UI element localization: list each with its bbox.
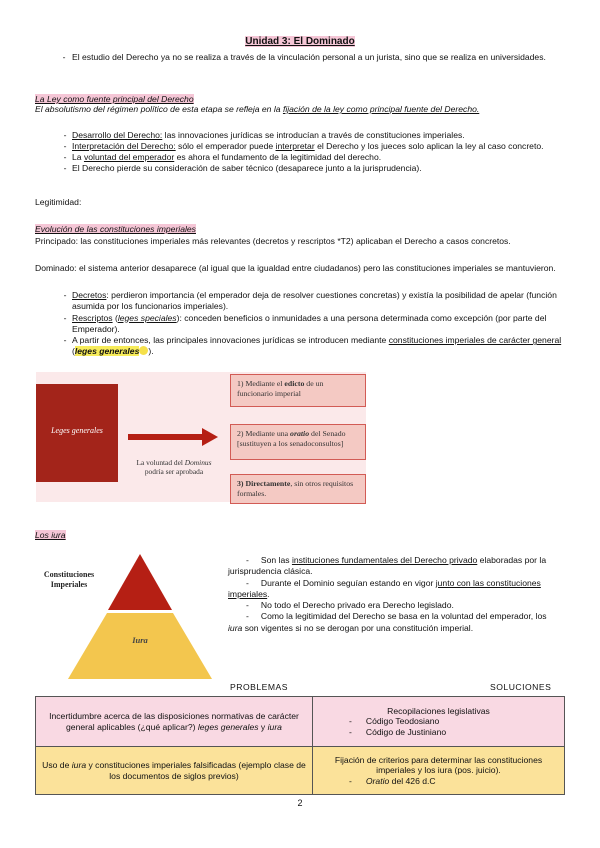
item-text: del 426 d.C	[389, 775, 436, 786]
item-text: : perdieron importancia (el emperador deja de resolver cuestiones concretas) y existía la posibilidad de apelar (función asumida por los funcionarios imperiales).	[72, 290, 557, 312]
title-text: Unidad 3: El Dominado	[245, 36, 355, 47]
cell-italic: iura	[267, 721, 282, 732]
item-term-2: interpretar	[275, 141, 315, 151]
cell-title: Fijación de criterios para determinar las constituciones imperiales y los iura (pos. juicio).	[334, 754, 543, 776]
bullet: -	[349, 726, 352, 737]
bullet: -	[63, 290, 67, 300]
list-item	[62, 335, 562, 358]
list-item	[228, 611, 558, 634]
caption-part-2: podría ser aprobada	[144, 467, 204, 476]
cell-italic: iura	[71, 760, 87, 770]
bullet: -	[63, 312, 67, 323]
page-number: 2	[297, 798, 303, 808]
item-text: A partir de entonces, las principales innovaciones jurídicas se introducen mediante	[72, 335, 389, 346]
lead-underlined: fijación de la ley como principal fuente del Derecho.	[282, 104, 480, 114]
bullet: -	[246, 555, 249, 565]
opt-text: 1) Mediante el	[237, 379, 285, 388]
section1-lead	[35, 104, 555, 115]
leges-generales-label: Leges generales	[51, 426, 103, 435]
item-text: Código de Justiniano	[365, 726, 447, 737]
opt-text: del Senado [sustituyen a los senadoconsultos]	[237, 429, 346, 448]
legitimidad-label: Legitimidad:	[35, 197, 82, 207]
bullet: -	[62, 52, 66, 62]
caption-dominus: Dominus	[184, 458, 212, 467]
caption-part: La voluntad del	[136, 458, 185, 467]
opt-bold-italic: oratio	[290, 429, 310, 438]
item-text: Código Teodosiano	[365, 716, 440, 727]
problems-header: PROBLEMAS	[230, 682, 288, 692]
intro-item	[62, 52, 562, 63]
section2-p2: Dominado: el sistema anterior desaparece (al igual que la igualdad entre ciudadanos) pero las constituciones imperiales se mantuvieron.	[35, 263, 556, 273]
list-item	[349, 727, 558, 738]
list-item	[62, 163, 562, 174]
bullet: -	[246, 600, 249, 611]
item-term: junto con las constituciones imperiales	[228, 577, 541, 599]
item-iura: iura	[228, 622, 243, 633]
table-row	[36, 747, 565, 795]
leges-generales-highlight: leges generales	[74, 346, 140, 357]
bullet: -	[63, 163, 67, 173]
list-item	[349, 716, 558, 727]
paren: (	[112, 312, 118, 323]
section3-list	[228, 555, 558, 634]
bullet: -	[246, 611, 249, 622]
item-pre: La	[72, 152, 84, 162]
paren: )	[176, 312, 180, 323]
pyramid-top-label: Constituciones Imperiales	[43, 570, 95, 589]
section3-heading-text: Los iura	[35, 530, 66, 540]
section2-list	[62, 290, 562, 358]
section1-heading-text: La Ley como fuente principal del Derecho	[35, 94, 194, 104]
item-text: No todo el Derecho privado era Derecho legislado.	[260, 600, 454, 611]
option-2-box	[230, 424, 366, 460]
list-item	[228, 600, 558, 611]
cell-list	[319, 716, 558, 737]
item-text: elaboradas por la jurisprudencia clásica.	[228, 555, 547, 577]
item-text: las innovaciones jurídicas se introducían a través de constituciones imperiales.	[162, 130, 465, 140]
item-term-italic: leges speciales	[117, 312, 177, 323]
opt-text: 2) Mediante una	[237, 429, 291, 438]
item-text: .	[267, 588, 270, 599]
item-term: instituciones fundamentales del Derecho privado	[291, 555, 478, 565]
table-row	[36, 697, 565, 747]
cell-title: Recopilaciones legislativas	[387, 705, 490, 716]
item-text: Durante el Dominio seguían estando en vigor	[260, 577, 436, 588]
solution-cell	[313, 697, 565, 747]
opt-bold: edicto	[284, 379, 305, 388]
cell-text: Uso de	[42, 760, 72, 770]
item-text: Como la legitimidad del Derecho se basa en la voluntad del emperador, los	[260, 611, 547, 622]
item-text: Son las	[260, 555, 292, 565]
cell-text: Incertidumbre acerca de las disposiciones normativas de carácter general aplicables (¿qué aplicar?)	[49, 711, 299, 732]
item-text: es ahora el fundamento de la legitimidad del derecho.	[174, 152, 382, 162]
item-text: : conceden beneficios o inmunidades a una persona determinada como excepción (por parte del Emperador).	[72, 312, 547, 334]
bullet: -	[349, 775, 352, 786]
item-term: Rescriptos	[72, 312, 113, 323]
bullet: -	[63, 130, 67, 140]
problem-cell	[36, 747, 313, 795]
list-item	[62, 290, 562, 313]
list-item	[228, 555, 558, 578]
list-item	[228, 578, 558, 601]
bullet: -	[63, 141, 67, 151]
option-3-box	[230, 474, 366, 504]
item-term: Interpretación del Derecho:	[72, 141, 176, 151]
arrow-icon	[128, 428, 220, 446]
item-italic: Oratio	[365, 775, 390, 786]
lead-plain: El absolutismo del régimen político de esta etapa se refleja en la	[35, 104, 283, 114]
problem-cell	[36, 697, 313, 747]
section3-heading	[35, 530, 66, 541]
cell-italic: leges generales	[197, 721, 259, 732]
problems-solutions-table	[35, 696, 565, 795]
intro-text: El estudio del Derecho ya no se realiza a través de la vinculación personal a un jurista, sino que se realiza en universidades.	[72, 52, 546, 62]
list-item	[62, 152, 562, 163]
bullet: -	[349, 716, 352, 727]
cell-text: y	[258, 721, 268, 732]
cell-list	[319, 776, 558, 787]
item-text: son vigentes si no se derogan por una constitución imperial.	[242, 622, 474, 633]
page-title	[0, 36, 600, 47]
opt-bold: 3) Directamente	[237, 479, 291, 488]
solution-cell	[313, 747, 565, 795]
item-text-2: el Derecho y los jueces solo aplican la ley al caso concreto.	[314, 141, 544, 151]
pyramid-bottom-label: Iura	[132, 635, 148, 645]
cell-text: y constituciones imperiales falsificadas (ejemplo clase de los documentos de siglos previos)	[86, 760, 306, 781]
arrow-caption	[124, 458, 224, 476]
item-term: constituciones imperiales de carácter general	[388, 335, 562, 346]
pyramid-top	[108, 554, 172, 610]
item-text: El Derecho pierde su consideración de saber técnico (desaparece junto a la jurisprudencia).	[72, 163, 422, 173]
list-item	[62, 130, 562, 141]
list-item	[62, 141, 562, 152]
opt-text: , sin otros requisitos formales.	[237, 479, 354, 498]
list-item	[62, 313, 562, 336]
solutions-header: SOLUCIONES	[490, 682, 552, 692]
item-term: Desarrollo del Derecho:	[72, 130, 163, 140]
section1-list	[62, 130, 562, 174]
opt-text: de un funcionario imperial	[237, 379, 324, 398]
option-1-box	[230, 374, 366, 407]
section2-heading	[35, 224, 196, 235]
bullet: -	[246, 577, 249, 588]
item-term: Decretos	[72, 290, 107, 300]
section2-p1: Principado: las constituciones imperiales más relevantes (decretos y rescriptos *T2) aplicaban el Derecho a casos concretos.	[35, 236, 511, 246]
pyramid-bottom	[68, 613, 212, 679]
item-text: sólo el emperador puede	[175, 141, 276, 151]
bullet: -	[63, 335, 67, 346]
leges-generales-box	[36, 384, 118, 482]
bullet: -	[63, 152, 67, 162]
paren: ).	[148, 346, 154, 357]
paren: (	[72, 346, 75, 357]
item-term: voluntad del emperador	[83, 152, 175, 162]
section2-heading-text: Evolución de las constituciones imperiales	[35, 224, 196, 234]
